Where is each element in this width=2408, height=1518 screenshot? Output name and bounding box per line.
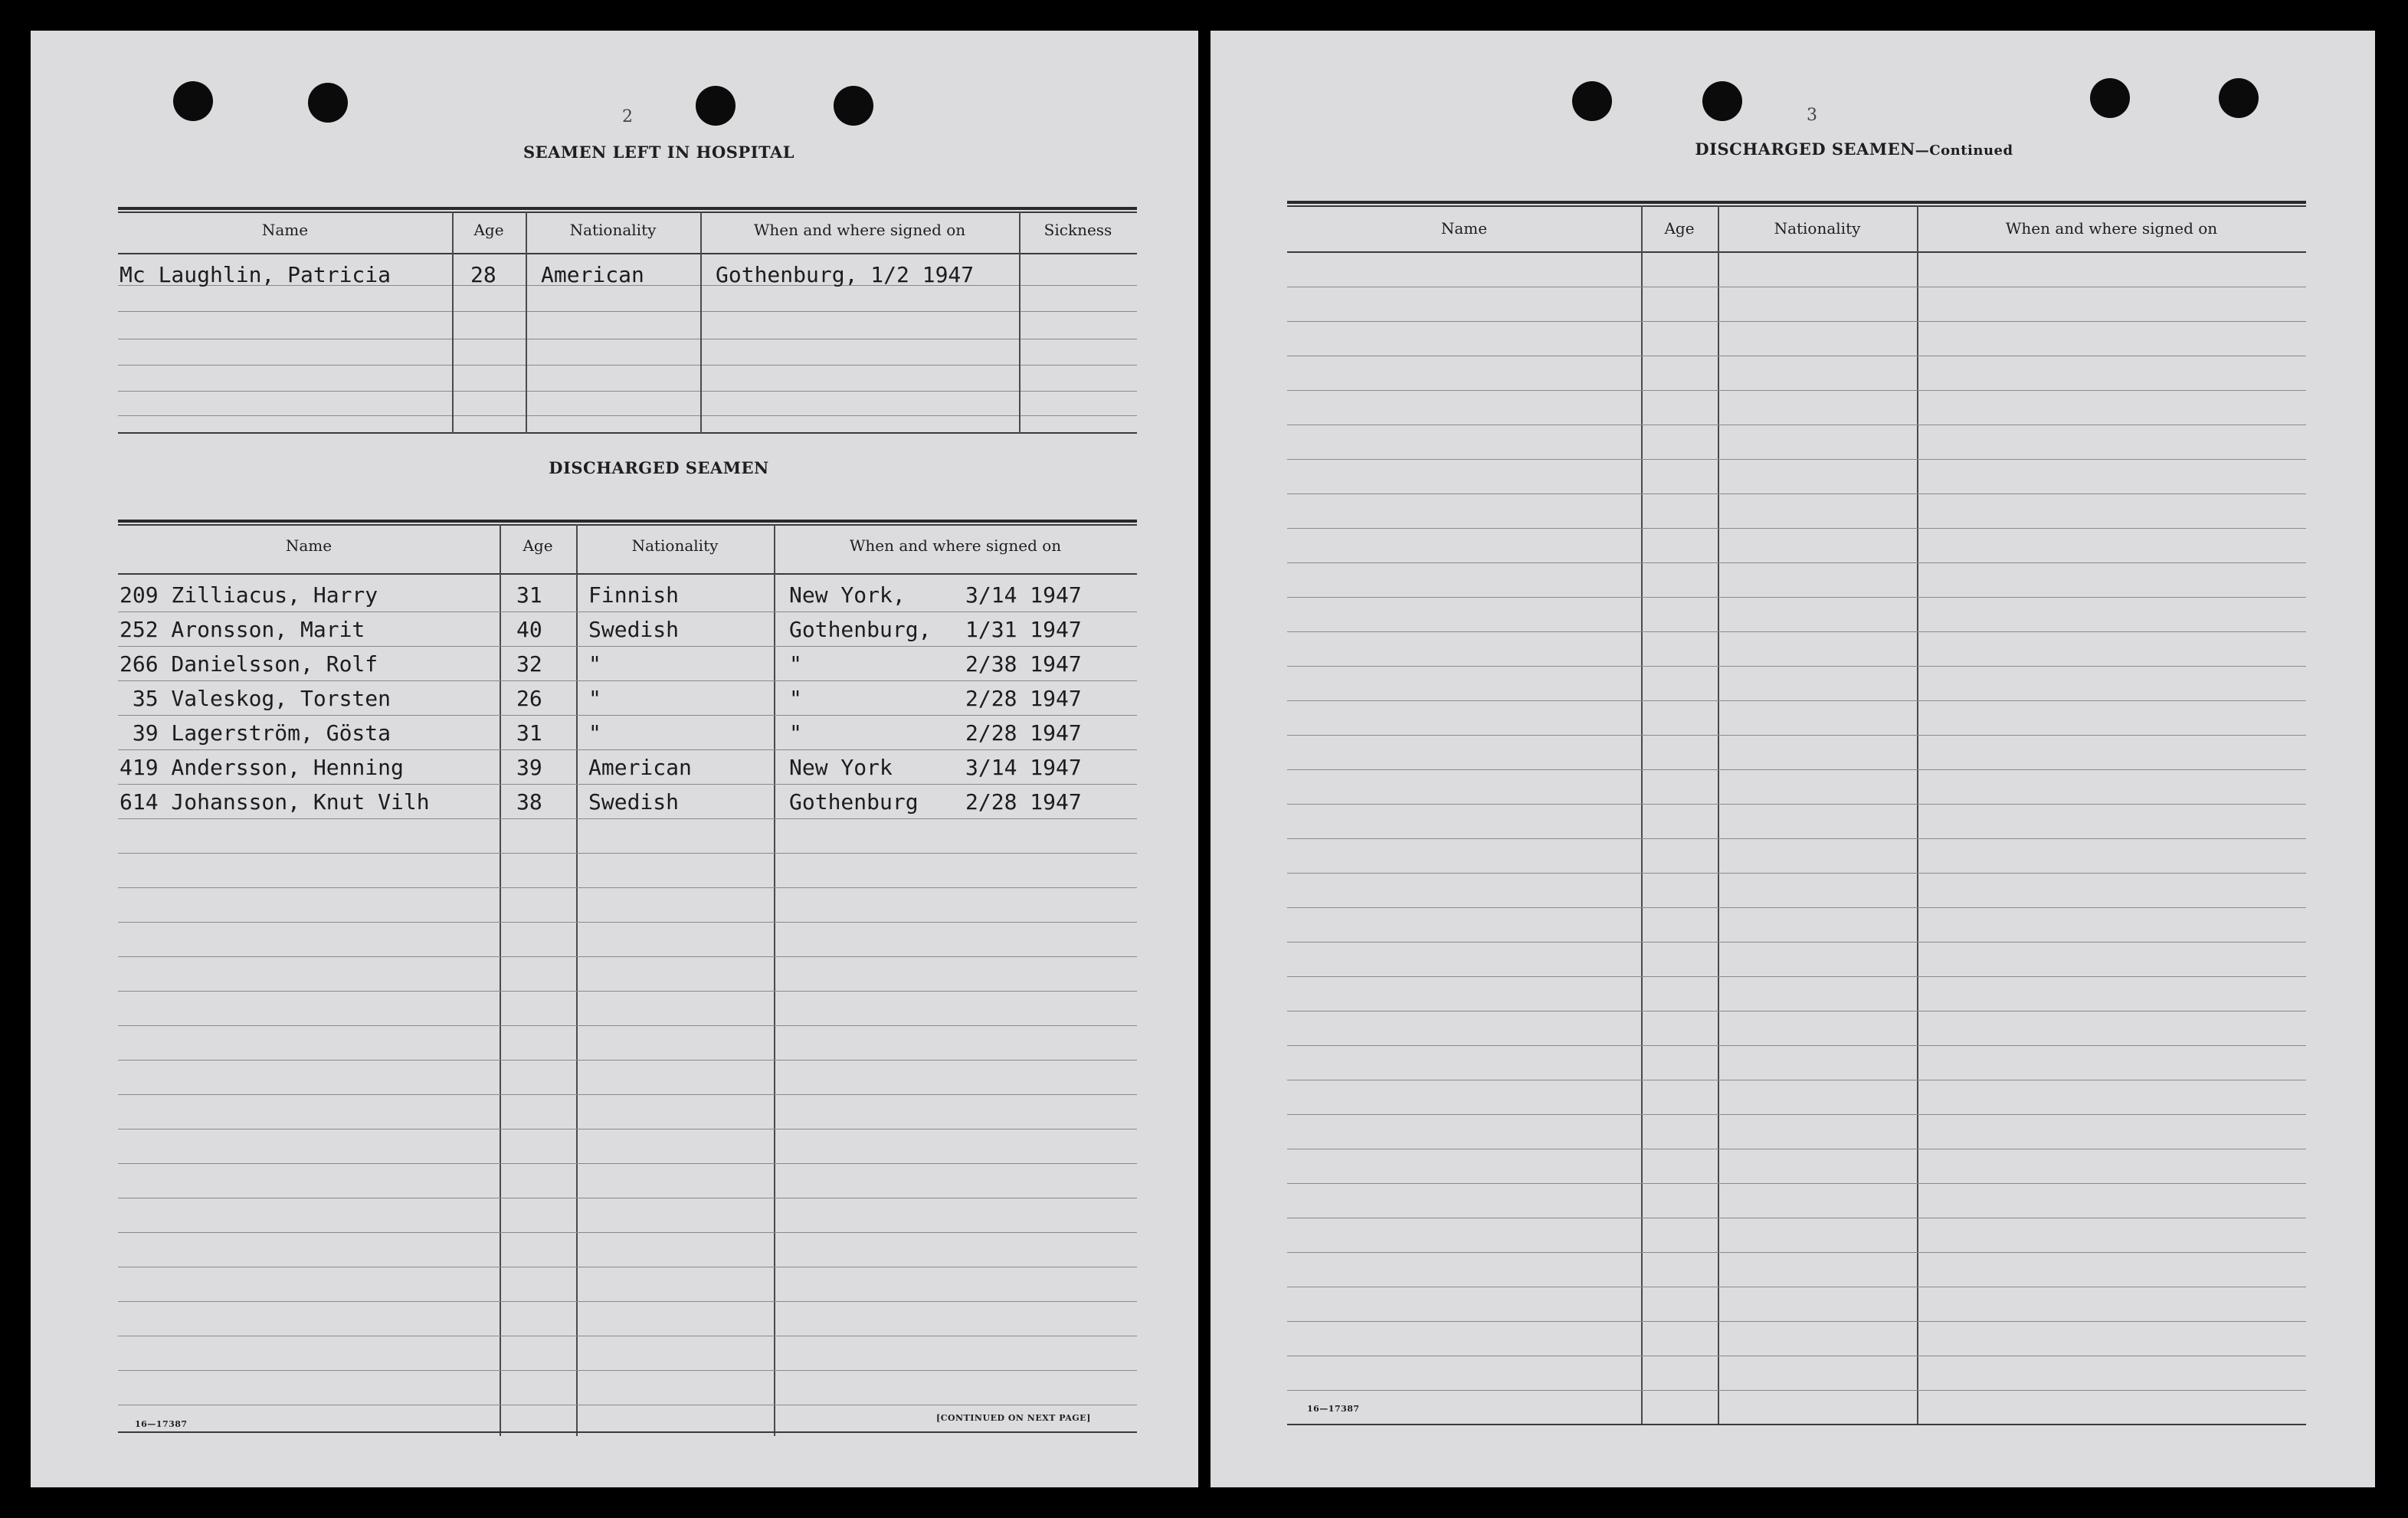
right-page [1211,31,2375,1487]
punch-hole [1572,81,1612,121]
column-header-name: Name [1440,219,1488,238]
punch-hole [173,81,213,121]
seaman-name: 252 Aronsson, Marit [120,617,365,642]
seaman-name: Mc Laughlin, Patricia [120,262,392,287]
punch-hole [696,86,736,126]
column-header-signed-on: When and where signed on [849,536,1062,555]
signed-on-date: 2/38 1947 [965,651,1082,677]
page-number: 2 [622,107,633,126]
column-header-name: Name [285,536,333,555]
seaman-age: 31 [516,582,542,608]
form-number: 16—17387 [135,1419,188,1429]
discharged-section-title: DISCHARGED SEAMEN [549,458,769,477]
seaman-age: 31 [516,720,542,746]
seaman-nationality: " [588,686,601,711]
column-header-signed-on: When and where signed on [2005,219,2218,238]
signed-on-place: Gothenburg, [789,617,932,642]
seaman-signed-on: Gothenburg, 1/2 1947 [716,262,975,287]
left-page [31,31,1198,1487]
punch-hole [308,83,348,123]
seaman-age: 32 [516,651,542,677]
seaman-name: 209 Zilliacus, Harry [120,582,378,608]
seaman-age: 26 [516,686,542,711]
signed-on-place: Gothenburg [789,789,919,815]
hospital-section-title: SEAMEN LEFT IN HOSPITAL [523,143,795,162]
seaman-age: 38 [516,789,542,815]
signed-on-place: " [789,686,802,711]
seaman-nationality: Swedish [588,789,680,815]
column-header-nationality: Nationality [569,221,657,239]
continued-note: [CONTINUED ON NEXT PAGE] [936,1413,1091,1423]
seaman-nationality: Swedish [588,617,680,642]
seaman-name: 419 Andersson, Henning [120,755,404,780]
punch-hole [2219,78,2259,118]
signed-on-date: 3/14 1947 [965,755,1082,780]
page-number: 3 [1807,106,1817,125]
seaman-nationality: Finnish [588,582,680,608]
signed-on-date: 2/28 1947 [965,686,1082,711]
seaman-name: 35 Valeskog, Torsten [120,686,392,711]
signed-on-date: 2/28 1947 [965,720,1082,746]
punch-hole [2090,78,2130,118]
discharged-table [118,490,1137,1441]
seaman-name: 614 Johansson, Knut Vilh [120,789,430,815]
seaman-age: 40 [516,617,542,642]
signed-on-place: New York, [789,582,906,608]
signed-on-place: " [789,720,802,746]
seaman-name: 266 Danielsson, Rolf [120,651,378,677]
seaman-nationality: American [588,755,692,780]
punch-hole [1702,81,1742,121]
signed-on-place: New York [789,755,893,780]
column-header-name: Name [261,221,309,239]
signed-on-place: " [789,651,802,677]
seaman-nationality: " [588,651,601,677]
discharged-continued-title: DISCHARGED SEAMEN—Continued [1695,139,2013,159]
column-header-nationality: Nationality [1774,219,1861,238]
column-header-nationality: Nationality [631,536,719,555]
form-number: 16—17387 [1307,1404,1360,1414]
column-header-age: Age [1664,219,1695,238]
column-header-sickness: Sickness [1043,221,1112,239]
column-header-age: Age [523,536,553,555]
signed-on-date: 3/14 1947 [965,582,1082,608]
column-header-age: Age [473,221,504,239]
seaman-age: 39 [516,755,542,780]
discharged-continued-table [1287,173,2306,1430]
hospital-table [118,176,1137,444]
signed-on-date: 1/31 1947 [965,617,1082,642]
signed-on-date: 2/28 1947 [965,789,1082,815]
punch-hole [834,86,873,126]
column-header-signed-on: When and where signed on [753,221,966,239]
seaman-nationality: " [588,720,601,746]
seaman-age: 28 [470,262,496,287]
seaman-name: 39 Lagerström, Gösta [120,720,392,746]
seaman-nationality: American [541,262,644,287]
